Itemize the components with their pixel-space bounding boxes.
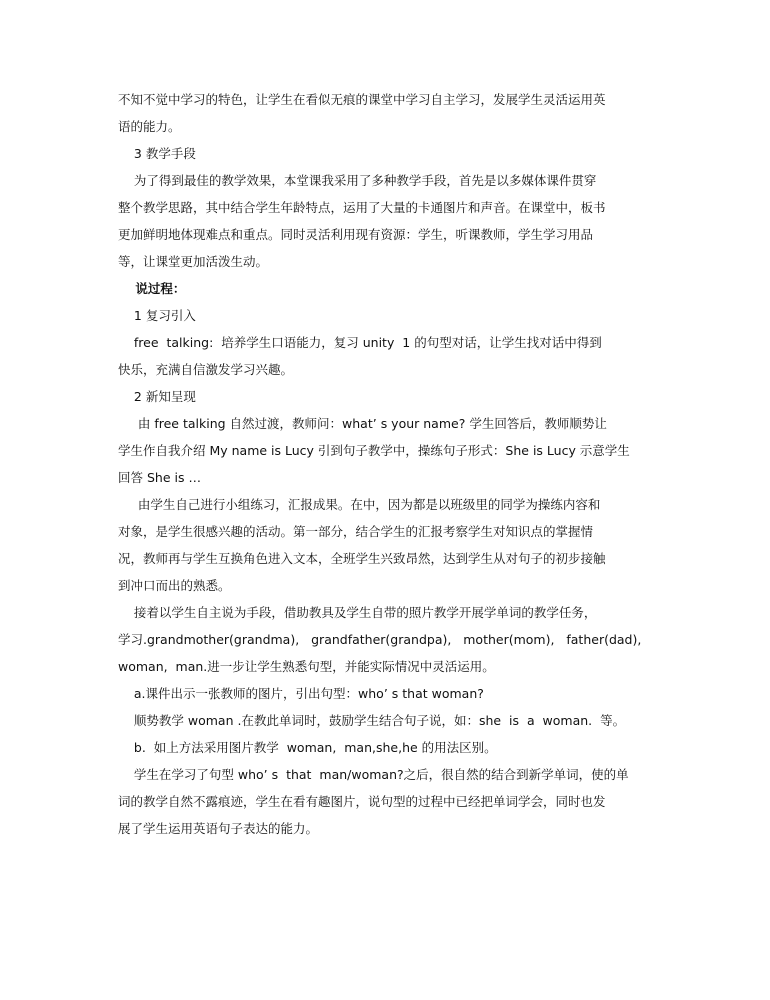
paragraph-line: 学生作自我介绍 My name is Lucy 引到句子教学中，操练句子形式：She is Lucy 示意学生	[118, 443, 630, 458]
paragraph-line: 词的教学自然不露痕迹，学生在看有趣图片，说句型的过程中已经把单词学会，同时也发	[118, 794, 606, 809]
paragraph-line: 顺势教学 woman .在教此单词时，鼓励学生结合句子说，如：she is a woman. 等。	[118, 713, 626, 728]
paragraph-line: 学习.grandmother(grandma), grandfather(grandpa), mother(mom), father(dad),	[118, 632, 642, 647]
paragraph-line: 学生在学习了句型 who’ s that man/woman?之后，很自然的结合到新学单词，使的单	[118, 767, 629, 782]
paragraph-line: 接着以学生自主说为手段，借助教具及学生自带的照片教学开展学单词的教学任务，	[118, 605, 597, 620]
paragraph-line: 快乐，充满自信激发学习兴趣。	[118, 362, 294, 377]
paragraph-line: 语的能力。	[118, 119, 181, 134]
paragraph-line: 展了学生运用英语句子表达的能力。	[118, 821, 319, 836]
paragraph-line: 况，教师再与学生互换角色进入文本，全班学生兴致昂然，达到学生从对句子的初步接触	[118, 551, 606, 566]
paragraph-line: 由学生自己进行小组练习，汇报成果。在中，因为都是以班级里的同学为操练内容和	[118, 497, 601, 512]
section-heading: 1 复习引入	[118, 308, 196, 323]
paragraph-line: free talking: 培养学生口语能力，复习 unity 1 的句型对话，让学生找对话中得到	[118, 335, 602, 350]
paragraph-line: 对象，是学生很感兴趣的活动。第一部分，结合学生的汇报考察学生对知识点的掌握情	[118, 524, 594, 539]
paragraph-line: 由 free talking 自然过渡，教师问：what’ s your name? 学生回答后，教师顺势让	[118, 416, 607, 431]
paragraph-line: b. 如上方法采用图片教学 woman, man,she,he 的用法区别。	[118, 740, 497, 755]
section-heading: 2 新知呈现	[118, 389, 196, 404]
paragraph-line: a.课件出示一张教师的图片，引出句型：who’ s that woman?	[118, 686, 484, 701]
paragraph-line: 更加鲜明地体现难点和重点。同时灵活利用现有资源：学生，听课教师，学生学习用品	[118, 227, 594, 242]
paragraph-line: 整个教学思路，其中结合学生年龄特点，运用了大量的卡通图片和声音。在课堂中，板书	[118, 200, 606, 215]
paragraph-line: 到冲口而出的熟悉。	[118, 578, 231, 593]
paragraph-line: woman, man.进一步让学生熟悉句型，并能实际情况中灵活运用。	[118, 659, 495, 674]
paragraph-line: 等，让课堂更加活泼生动。	[118, 254, 269, 269]
section-heading: 说过程：	[118, 281, 186, 296]
paragraph-line: 回答 She is …	[118, 470, 201, 485]
paragraph-line: 为了得到最佳的教学效果，本堂课我采用了多种教学手段，首先是以多媒体课件贯穿	[118, 173, 597, 188]
paragraph-line: 不知不觉中学习的特色，让学生在看似无痕的课堂中学习自主学习，发展学生灵活运用英	[118, 92, 606, 107]
section-heading: 3 教学手段	[118, 146, 196, 161]
